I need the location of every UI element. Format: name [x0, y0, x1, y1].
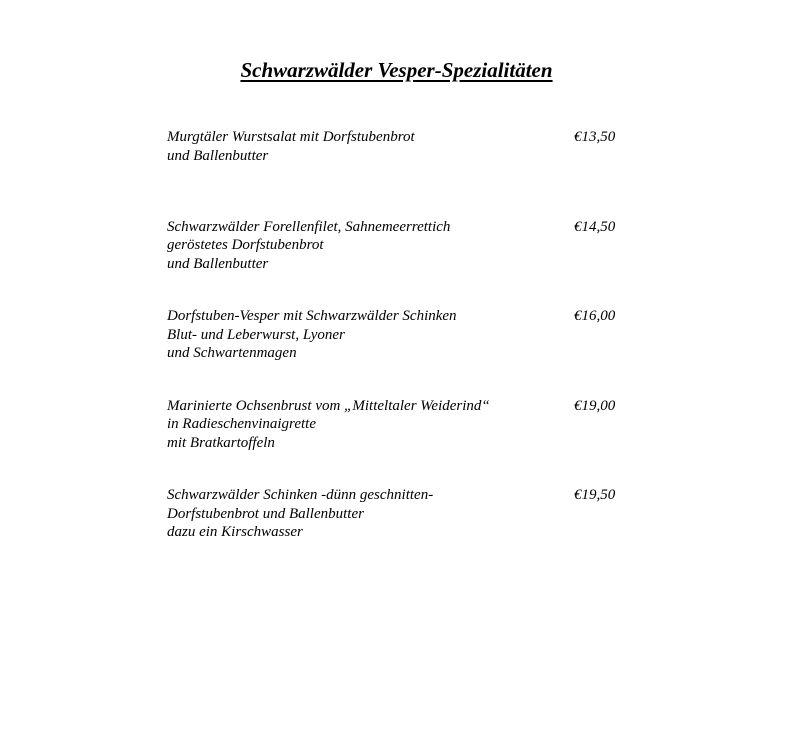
menu-item-line: Schwarzwälder Schinken -dünn geschnitten- [167, 487, 434, 503]
menu-title: Schwarzwälder Vesper-Spezialitäten [240, 58, 553, 82]
menu-item-ochsenbrust [167, 397, 627, 487]
menu-item-price: €19,50 [574, 487, 616, 503]
menu-item-line: in Radieschenvinaigrette [167, 416, 316, 432]
menu-item-description [167, 486, 567, 542]
menu-item-price: €13,50 [574, 129, 616, 145]
menu-item-line: Murgtäler Wurstsalat mit Dorfstubenbrot [167, 129, 415, 145]
menu-item-line: und Ballenbutter [167, 147, 269, 164]
menu-item-wurstsalat [167, 128, 627, 218]
menu-item-description [167, 128, 567, 165]
menu-item-line: dazu ein Kirschwasser [167, 524, 303, 540]
menu-item-price: €16,00 [574, 308, 616, 324]
menu-item-line: Dorfstuben-Vesper mit Schwarzwälder Schinken [167, 308, 457, 324]
menu-item-price: €14,50 [574, 218, 616, 235]
menu-item-description [167, 397, 567, 453]
menu-item-dorfstuben-vesper [167, 307, 627, 397]
menu-item-description [167, 307, 567, 363]
menu-item-line: Schwarzwälder Forellenfilet, Sahnemeerrettich [167, 218, 451, 235]
menu-item-line: Dorfstubenbrot und Ballenbutter [167, 505, 364, 522]
menu-item-price: €19,00 [574, 397, 616, 414]
menu-item-line: Marinierte Ochsenbrust vom „Mitteltaler Weiderind“ [167, 397, 490, 414]
menu-list [167, 128, 627, 576]
menu-item-line: mit Bratkartoffeln [167, 434, 275, 451]
menu-item-line: und Ballenbutter [167, 255, 269, 272]
menu-item-forellenfilet [167, 218, 627, 308]
menu-item-line: und Schwartenmagen [167, 345, 297, 361]
menu-item-line: geröstetes Dorfstubenbrot [167, 237, 324, 253]
menu-item-description [167, 218, 567, 274]
menu-item-schinken [167, 486, 627, 576]
menu-item-line: Blut- und Leberwurst, Lyoner [167, 326, 345, 343]
